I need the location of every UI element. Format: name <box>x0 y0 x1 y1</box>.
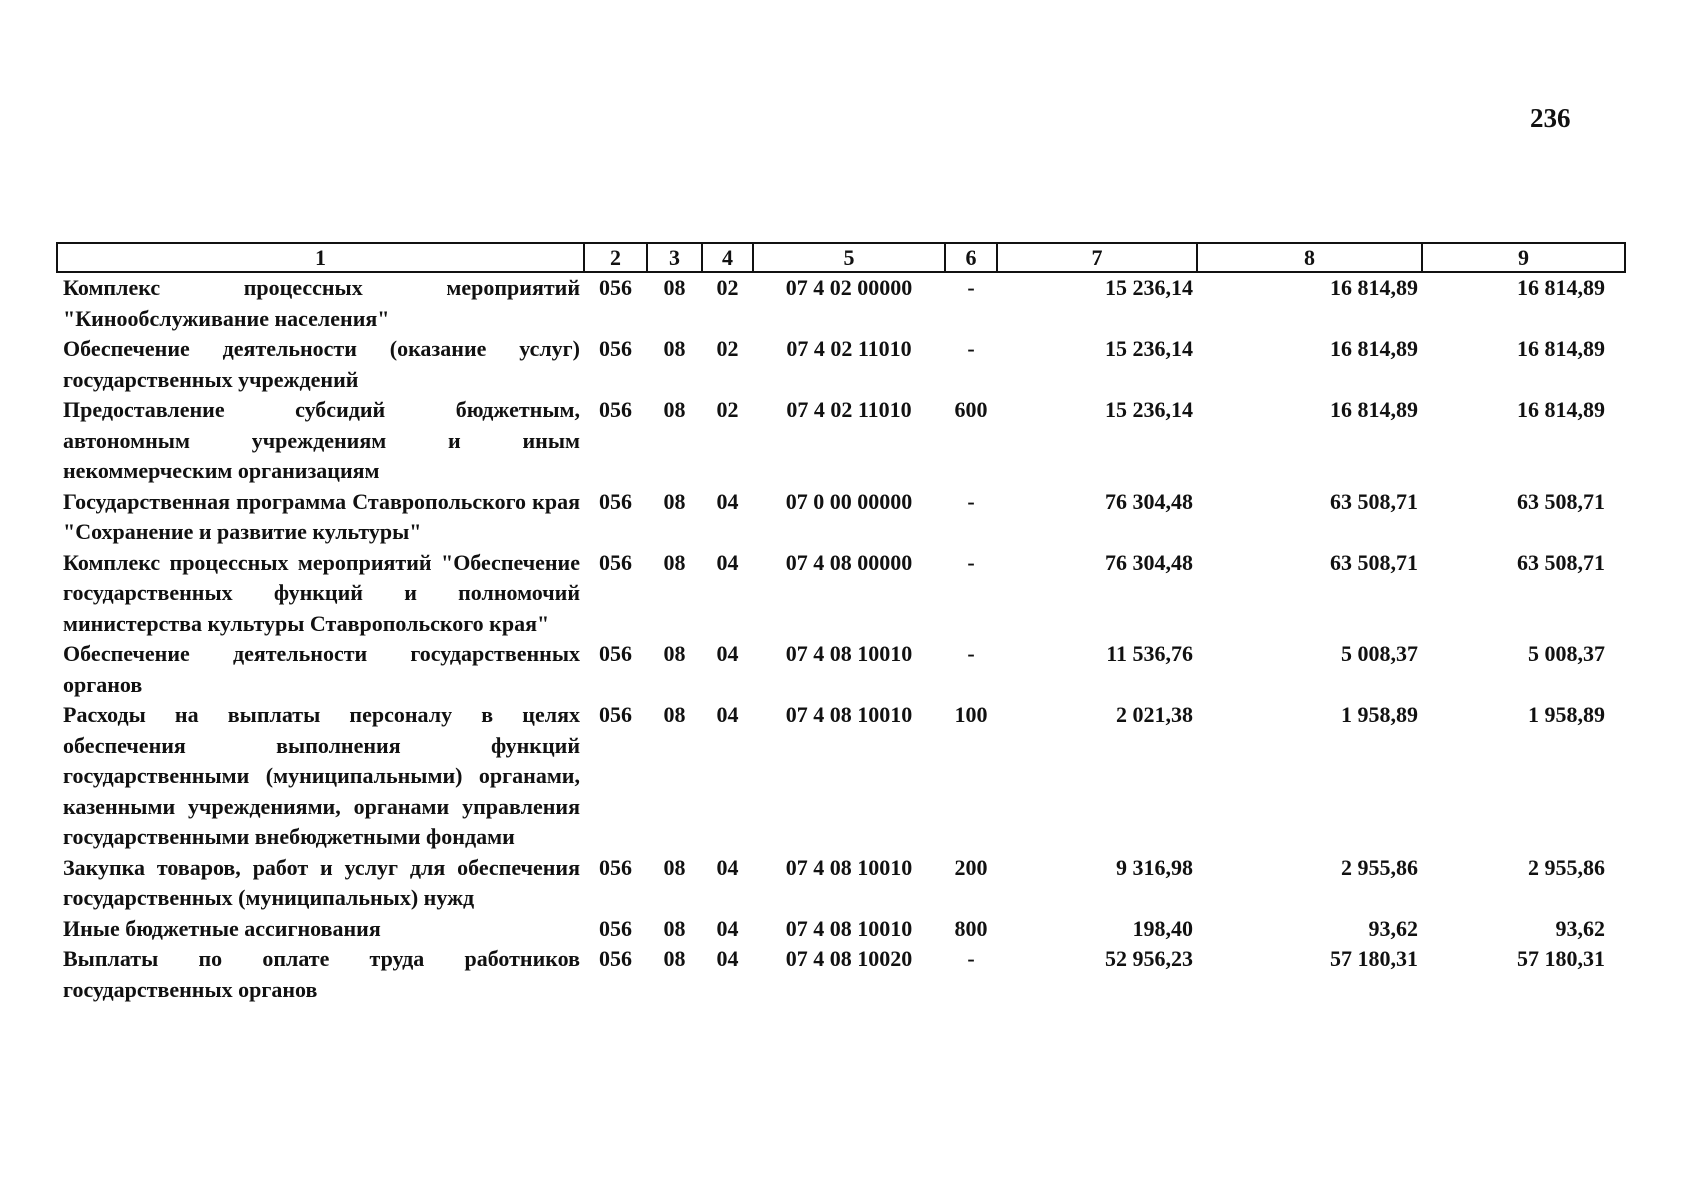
target-article-code: 07 0 00 00000 <box>785 488 913 514</box>
amount-col9: 2 955,86 <box>1528 854 1605 880</box>
amount-col7: 76 304,48 <box>1105 488 1193 514</box>
amount-col9: 1 958,89 <box>1528 702 1605 727</box>
amount-col8: 2 955,86 <box>1341 854 1418 880</box>
column-header: 3 <box>647 243 702 272</box>
expense-type-code: - <box>967 641 975 666</box>
item-name: Комплекс процессных мероприятий "Кинообслуживание населения" <box>63 275 580 331</box>
section-code: 08 <box>663 488 686 514</box>
amount-col8: 16 814,89 <box>1330 336 1418 361</box>
section-code: 08 <box>663 549 686 575</box>
section-code: 08 <box>663 275 686 300</box>
target-article-code: 07 4 02 00000 <box>785 275 913 300</box>
ministry-code: 056 <box>599 702 632 727</box>
subsection-code: 04 <box>716 946 739 971</box>
amount-col8: 93,62 <box>1368 915 1418 941</box>
expense-type-code: - <box>967 275 975 300</box>
table-header <box>57 243 1625 272</box>
section-code: 08 <box>663 336 686 361</box>
amount-col7: 76 304,48 <box>1105 549 1193 575</box>
target-article-code: 07 4 08 00000 <box>785 549 913 575</box>
amount-col8: 1 958,89 <box>1341 702 1418 727</box>
item-name: Предоставление субсидий бюджетным, автономным учреждениям и иным некоммерческим организациям <box>63 397 580 483</box>
item-name: Закупка товаров, работ и услуг для обеспечения государственных (муниципальных) нужд <box>63 854 580 910</box>
ministry-code: 056 <box>599 275 632 300</box>
amount-col7: 11 536,76 <box>1106 641 1193 666</box>
subsection-code: 04 <box>716 854 739 880</box>
subsection-code: 02 <box>716 336 739 361</box>
column-header: 6 <box>945 243 997 272</box>
amount-col9: 16 814,89 <box>1517 336 1605 361</box>
target-article-code: 07 4 08 10020 <box>785 946 913 971</box>
amount-col9: 16 814,89 <box>1517 397 1605 422</box>
table-row <box>57 853 1625 914</box>
table-body <box>57 272 1625 1005</box>
amount-col7: 198,40 <box>1132 915 1193 941</box>
target-article-code: 07 4 08 10010 <box>785 915 913 941</box>
subsection-code: 04 <box>716 488 739 514</box>
item-name: Обеспечение деятельности государственных органов <box>63 641 580 697</box>
amount-col9: 93,62 <box>1555 915 1605 941</box>
amount-col8: 57 180,31 <box>1330 946 1418 971</box>
table-row <box>57 548 1625 640</box>
amount-col9: 63 508,71 <box>1517 488 1605 514</box>
target-article-code: 07 4 08 10010 <box>785 854 913 880</box>
ministry-code: 056 <box>599 915 632 941</box>
item-name: Расходы на выплаты персоналу в целях обеспечения выполнения функций государственными (муниципальными) органами, казенными учреждениями, органами управления государственными внебюджетными фондами <box>63 702 580 849</box>
table-row <box>57 487 1625 548</box>
page-number: 236 <box>1530 103 1571 133</box>
column-header: 1 <box>57 243 584 272</box>
target-article-code: 07 4 08 10010 <box>785 641 913 666</box>
subsection-code: 02 <box>716 397 739 422</box>
section-code: 08 <box>663 946 686 971</box>
subsection-code: 02 <box>716 275 739 300</box>
expense-type-code: - <box>967 946 975 971</box>
ministry-code: 056 <box>599 549 632 575</box>
expense-type-code: 600 <box>954 397 988 422</box>
subsection-code: 04 <box>716 915 739 941</box>
expense-type-code: 100 <box>954 702 988 727</box>
amount-col8: 63 508,71 <box>1330 549 1418 575</box>
item-name: Обеспечение деятельности (оказание услуг) государственных учреждений <box>63 336 580 392</box>
amount-col9: 5 008,37 <box>1528 641 1605 666</box>
amount-col9: 63 508,71 <box>1517 549 1605 575</box>
item-name: Комплекс процессных мероприятий "Обеспечение государственных функций и полномочий министерства культуры Ставропольского края" <box>63 549 580 636</box>
section-code: 08 <box>663 641 686 666</box>
column-header: 7 <box>997 243 1197 272</box>
amount-col8: 63 508,71 <box>1330 488 1418 514</box>
amount-col7: 52 956,23 <box>1105 946 1193 971</box>
section-code: 08 <box>663 702 686 727</box>
column-header: 8 <box>1197 243 1422 272</box>
header-row <box>57 243 1625 272</box>
amount-col9: 57 180,31 <box>1517 946 1605 971</box>
section-code: 08 <box>663 915 686 941</box>
section-code: 08 <box>663 854 686 880</box>
ministry-code: 056 <box>599 397 632 422</box>
subsection-code: 04 <box>716 641 739 666</box>
section-code: 08 <box>663 397 686 422</box>
expense-type-code: - <box>967 549 975 575</box>
amount-col7: 15 236,14 <box>1105 336 1193 361</box>
item-name: Государственная программа Ставропольского края "Сохранение и развитие культуры" <box>63 488 580 544</box>
target-article-code: 07 4 02 11010 <box>786 336 912 361</box>
column-header: 9 <box>1422 243 1625 272</box>
target-article-code: 07 4 02 11010 <box>786 397 912 422</box>
item-name: Выплаты по оплате труда работников государственных органов <box>63 946 580 1002</box>
column-header: 2 <box>584 243 647 272</box>
table-row <box>57 700 1625 853</box>
table-row <box>57 272 1625 334</box>
expense-type-code: 800 <box>954 915 988 941</box>
table-row <box>57 914 1625 945</box>
expense-type-code: - <box>967 336 975 361</box>
subsection-code: 04 <box>716 702 739 727</box>
subsection-code: 04 <box>716 549 739 575</box>
budget-table <box>56 242 1626 1005</box>
ministry-code: 056 <box>599 336 632 361</box>
ministry-code: 056 <box>599 854 632 880</box>
column-header: 5 <box>753 243 945 272</box>
ministry-code: 056 <box>599 488 632 514</box>
amount-col9: 16 814,89 <box>1517 275 1605 300</box>
table-row <box>57 639 1625 700</box>
item-name: Иные бюджетные ассигнования <box>63 915 381 941</box>
expense-type-code: - <box>967 488 975 514</box>
table-row <box>57 334 1625 395</box>
ministry-code: 056 <box>599 946 632 971</box>
column-header: 4 <box>702 243 753 272</box>
amount-col8: 16 814,89 <box>1330 275 1418 300</box>
ministry-code: 056 <box>599 641 632 666</box>
amount-col8: 16 814,89 <box>1330 397 1418 422</box>
target-article-code: 07 4 08 10010 <box>785 702 913 727</box>
table-row <box>57 395 1625 487</box>
amount-col8: 5 008,37 <box>1341 641 1418 666</box>
amount-col7: 2 021,38 <box>1116 702 1193 727</box>
amount-col7: 9 316,98 <box>1116 854 1193 880</box>
table-row <box>57 944 1625 1005</box>
expense-type-code: 200 <box>954 854 988 880</box>
amount-col7: 15 236,14 <box>1105 397 1193 422</box>
amount-col7: 15 236,14 <box>1105 275 1193 300</box>
